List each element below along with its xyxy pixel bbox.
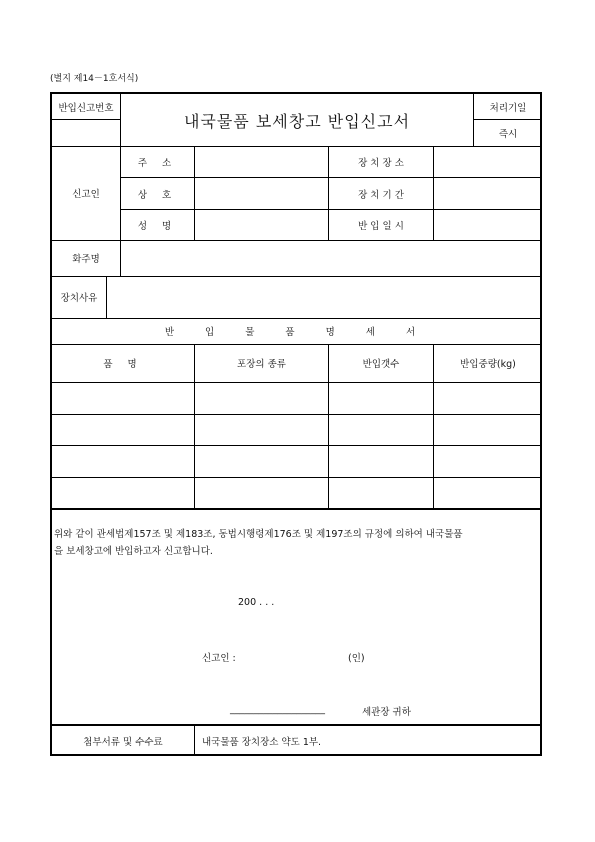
- entry-date-label: 반 입 일 시: [358, 221, 404, 232]
- customs-office-blank[interactable]: ____________________: [230, 704, 325, 715]
- processing-period-label: 처리기일: [489, 102, 527, 114]
- declarant-signature-label: 신고인 :: [202, 653, 236, 664]
- storage-period-field[interactable]: [434, 178, 542, 209]
- address-label: 주 소: [137, 157, 178, 169]
- company-label: 상 호: [137, 189, 178, 201]
- items-section-title: 반 입 물 품 명 세 서: [164, 327, 430, 338]
- attachments-value: 내국물품 장치장소 약도 1부.: [202, 736, 322, 748]
- company-field[interactable]: [195, 178, 328, 209]
- addressee-label: 세관장 귀하: [362, 707, 411, 718]
- storage-period-label: 장 치 기 간: [358, 189, 404, 201]
- table-row[interactable]: [52, 383, 542, 414]
- seal-mark: (인): [348, 653, 365, 664]
- column-header-package-type: 포장의 종류: [237, 359, 286, 370]
- attachments-label: 첨부서류 및 수수료: [83, 736, 163, 748]
- storage-place-field[interactable]: [434, 147, 542, 177]
- name-label: 성 명: [137, 221, 178, 232]
- column-header-weight: 반입중량(kg): [460, 359, 516, 370]
- address-field[interactable]: [195, 147, 328, 177]
- table-row[interactable]: [52, 415, 542, 445]
- receipt-number-label: 반입신고번호: [58, 102, 114, 114]
- table-row[interactable]: [52, 446, 542, 477]
- owner-label: 화주명: [72, 254, 100, 265]
- column-header-item-name: 품 명: [103, 359, 143, 370]
- table-row[interactable]: [52, 478, 542, 508]
- name-field[interactable]: [195, 210, 328, 240]
- declaration-statement: [54, 526, 540, 560]
- declaration-form: [50, 92, 542, 756]
- column-header-quantity: 반입갯수: [362, 359, 400, 370]
- receipt-number-field[interactable]: [52, 120, 120, 146]
- form-number-label: (별지 제14－1호서식): [50, 74, 139, 84]
- declarant-section-label: 신고인: [72, 189, 100, 200]
- storage-place-label: 장 치 장 소: [358, 157, 404, 169]
- statement-line-2: 을 보세창고에 반입하고자 신고합니다.: [54, 546, 213, 557]
- processing-period-value: 즉시: [498, 129, 518, 140]
- storage-reason-field[interactable]: [107, 277, 542, 318]
- statement-line-1: 위와 같이 관세법제157조 및 제183조, 동법시행령제176조 및 제197조의 규정에 의하여 내국물품: [54, 529, 463, 540]
- storage-reason-label: 장치사유: [60, 293, 98, 304]
- declaration-date: 200 . . .: [238, 597, 275, 608]
- owner-field[interactable]: [121, 241, 542, 276]
- entry-date-field[interactable]: [434, 210, 542, 240]
- form-title: 내국물품 보세창고 반입신고서: [183, 111, 411, 131]
